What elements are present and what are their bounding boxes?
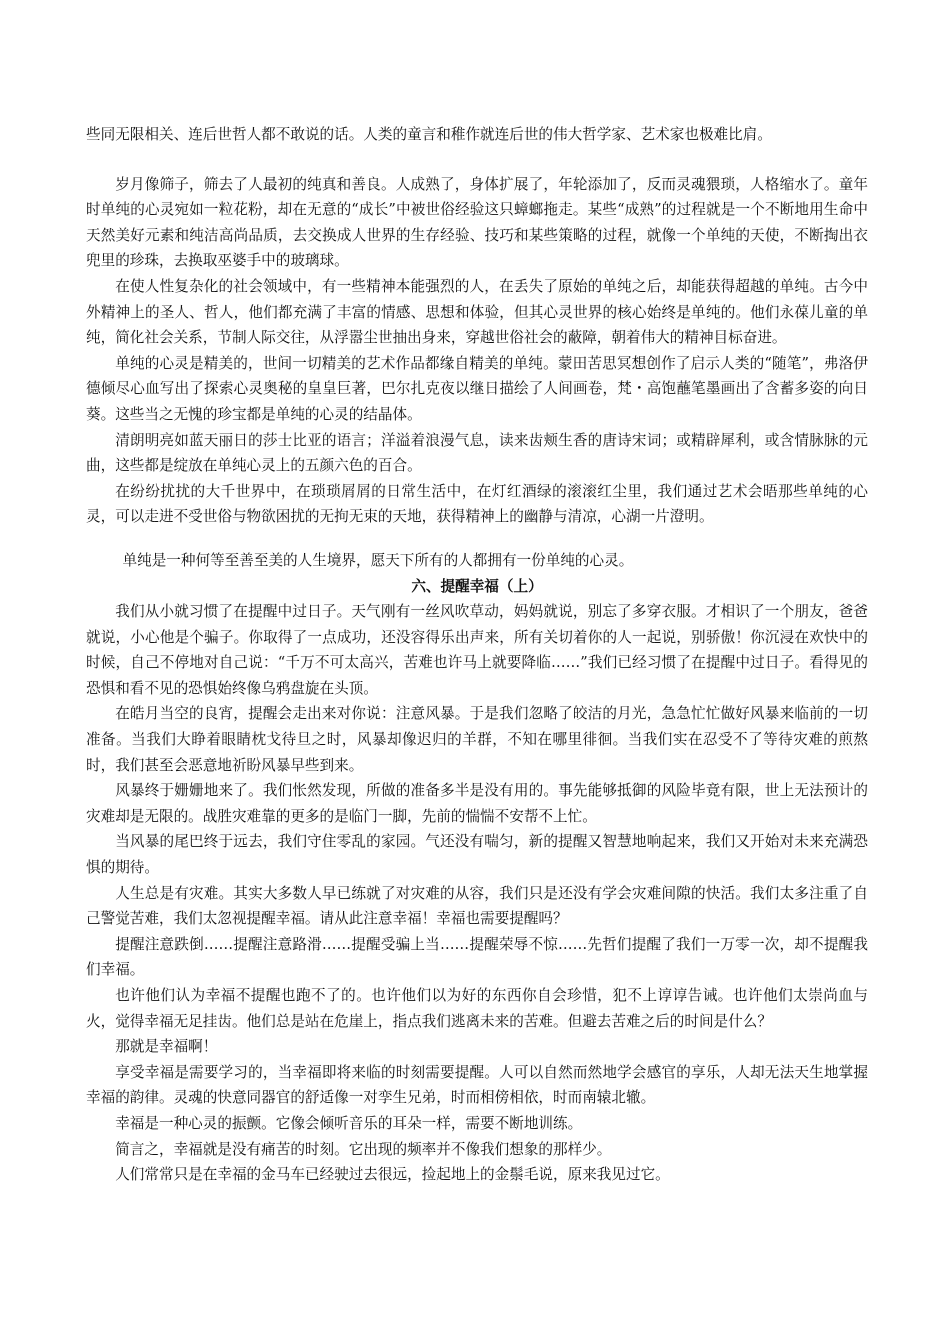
paragraph: 也许他们认为幸福不提醒也跑不了的。也许他们以为好的东西你自会珍惜，犯不上谆谆告诫。也许他们太崇尚血与火，觉得幸福无足挂齿。他们总是站在危崖上，指点我们逃离未来的苦难。但避去苦难之后的时间是什么？ xyxy=(86,987,868,1030)
paragraph: 单纯的心灵是精美的，世间一切精美的艺术作品都缘自精美的单纯。蒙田苦思冥想创作了启示人类的“随笔”，弗洛伊德倾尽心血写出了探索心灵奥秘的皇皇巨著，巴尔扎克夜以继日描绘了人间画卷，梵・高饱蘸笔墨画出了含蓄多姿的向日葵。这些当之无愧的珍宝都是单纯的心灵的结晶体。 xyxy=(86,354,868,423)
paragraph: 清朗明亮如蓝天丽日的莎士比亚的语言；洋溢着浪漫气息，读来齿颊生香的唐诗宋词；或精辟犀利，或含情脉脉的元曲，这些都是绽放在单纯心灵上的五颜六色的百合。 xyxy=(86,431,868,475)
paragraph: 风暴终于姗姗地来了。我们怅然发现，所做的准备多半是没有用的。事先能够抵御的风险毕竟有限，世上无法预计的灾难却是无限的。战胜灾难靠的更多的是临门一脚，先前的惴惴不安帮不上忙。 xyxy=(86,782,868,825)
section-heading: 六、提醒幸福（上） xyxy=(411,577,543,595)
closing-sentence: 单纯是一种何等至善至美的人生境界，愿天下所有的人都拥有一份单纯的心灵。 xyxy=(122,551,634,569)
paragraph: 人们常常只是在幸福的金马车已经驶过去很远，捡起地上的金鬃毛说，原来我见过它。 xyxy=(115,1166,670,1184)
paragraph: 简言之，幸福就是没有痛苦的时刻。它出现的频率并不像我们想象的那样少。 xyxy=(115,1140,612,1158)
paragraph: 那就是幸福啊！ xyxy=(115,1038,218,1056)
document-page xyxy=(86,122,868,1188)
paragraph-continuation: 些同无限相关、连后世哲人都不敢说的话。人类的童言和稚作就连后世的伟大哲学家、艺术家也极难比肩。 xyxy=(86,126,772,143)
paragraph: 当风暴的尾巴终于远去，我们守住零乱的家园。气还没有喘匀，新的提醒又智慧地响起来，我们又开始对未来充满恐惧的期待。 xyxy=(86,833,868,877)
paragraph: 在纷纷扰扰的大千世界中，在琐琐屑屑的日常生活中，在灯红酒绿的滚滚红尘里，我们通过艺术会晤那些单纯的心灵，可以走进不受世俗与物欲困扰的无拘无束的天地，获得精神上的幽静与清凉，心湖一片澄明。 xyxy=(86,482,868,526)
paragraph: 享受幸福是需要学习的，当幸福即将来临的时刻需要提醒。人可以自然而然地学会感官的享乐，人却无法天生地掌握幸福的韵律。灵魂的快意同器官的舒适像一对孪生兄弟，时而相傍相依，时而南辕北辙。 xyxy=(86,1063,868,1107)
paragraph: 在使人性复杂化的社会领域中，有一些精神本能强烈的人，在丢失了原始的单纯之后，却能获得超越的单纯。古今中外精神上的圣人、哲人，他们都充满了丰富的情感、思想和体验，但其心灵世界的核心始终是单纯的。他们永葆儿童的单纯，简化社会关系，节制人际交往，从浮嚣尘世抽出身来，穿越世俗社会的蔽障，朝着伟大的精神目标奋进。 xyxy=(86,277,868,347)
paragraph: 提醒注意跌倒……提醒注意路滑……提醒受骗上当……提醒荣辱不惊……先哲们提醒了我们一万零一次，却不提醒我们幸福。 xyxy=(86,935,868,979)
paragraph: 在皓月当空的良宵，提醒会走出来对你说：注意风暴。于是我们忽略了皎洁的月光，急急忙忙做好风暴来临前的一切准备。当我们大睁着眼睛枕戈待旦之时，风暴却像迟归的羊群，不知在哪里徘徊。当我们实在忍受不了等待灾难的煎熬时，我们甚至会恶意地祈盼风暴早些到来。 xyxy=(86,705,868,774)
paragraph: 幸福是一种心灵的振颤。它像会倾听音乐的耳朵一样，需要不断地训练。 xyxy=(115,1114,583,1132)
paragraph: 岁月像筛子，筛去了人最初的纯真和善良。人成熟了，身体扩展了，年轮添加了，反而灵魂猥琐，人格缩水了。童年时单纯的心灵宛如一粒花粉，却在无意的“成长”中被世俗经验这只蟑螂拖走。某些“成熟”的过程就是一个不断地用生命中天然美好元素和纯洁高尚品质，去交换成人世界的生存经验、技巧和某些策略的过程，就像一个单纯的天使，不断掏出衣兜里的珍珠，去换取巫婆手中的玻璃球。 xyxy=(86,175,868,270)
paragraph: 我们从小就习惯了在提醒中过日子。天气刚有一丝风吹草动，妈妈就说，别忘了多穿衣服。才相识了一个朋友，爸爸就说，小心他是个骗子。你取得了一点成功，还没容得乐出声来，所有关切着你的人一起说，别骄傲！你沉浸在欢快中的时候，自己不停地对自己说：“千万不可太高兴，苦难也许马上就要降临……”我们已经习惯了在提醒中过日子。看得见的恐惧和看不见的恐惧始终像乌鸦盘旋在头顶。 xyxy=(86,603,868,697)
paragraph: 人生总是有灾难。其实大多数人早已练就了对灾难的从容，我们只是还没有学会灾难间隙的快活。我们太多注重了自己警觉苦难，我们太忽视提醒幸福。请从此注意幸福！幸福也需要提醒吗？ xyxy=(86,884,868,928)
